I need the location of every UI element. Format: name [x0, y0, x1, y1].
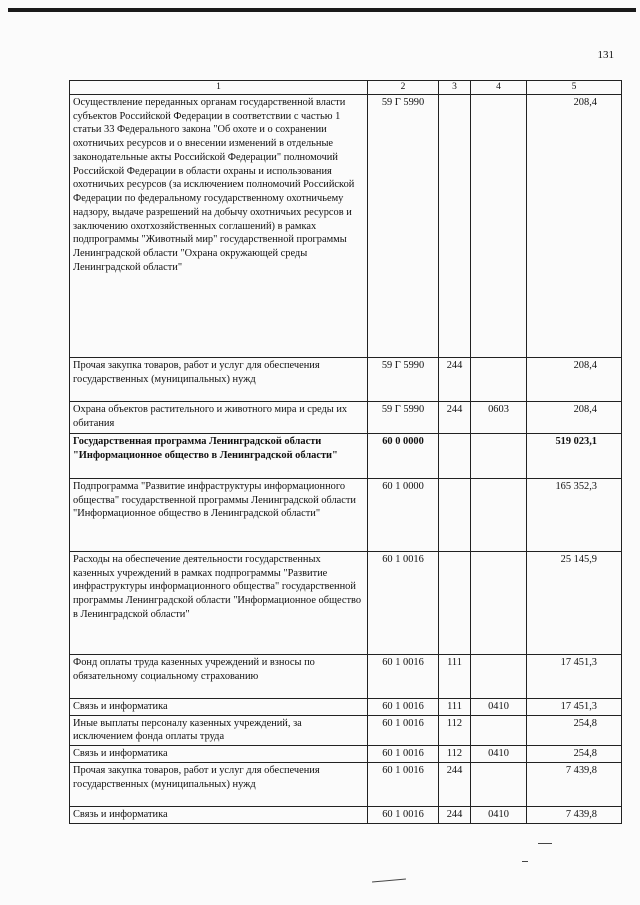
scan-edge-bar [8, 8, 636, 12]
row-code: 60 1 0016 [368, 762, 439, 806]
header-col-4: 4 [471, 81, 527, 95]
table-row [70, 762, 622, 806]
header-row [70, 81, 622, 95]
row-vr: 111 [439, 699, 471, 716]
row-rz: 0603 [471, 402, 527, 434]
budget-table [69, 80, 622, 824]
row-sum: 17 451,3 [527, 699, 622, 716]
row-code: 60 1 0000 [368, 479, 439, 552]
row-sum: 7 439,8 [527, 806, 622, 823]
scan-mark [522, 861, 528, 862]
row-name: Подпрограмма "Развитие инфраструктуры информационного общества" государственной программы Ленинградской области "Информационное общество в Ленинградской области" [70, 479, 368, 552]
scan-mark [538, 843, 552, 844]
row-vr [439, 434, 471, 479]
table-row [70, 655, 622, 699]
row-vr: 112 [439, 715, 471, 745]
table-row [70, 434, 622, 479]
row-vr: 112 [439, 746, 471, 763]
row-sum: 7 439,8 [527, 762, 622, 806]
row-vr: 244 [439, 402, 471, 434]
row-name: Иные выплаты персоналу казенных учреждений, за исключением фонда оплаты труда [70, 715, 368, 745]
row-rz [471, 358, 527, 402]
table-row [70, 402, 622, 434]
row-sum: 17 451,3 [527, 655, 622, 699]
row-sum: 165 352,3 [527, 479, 622, 552]
row-vr: 244 [439, 358, 471, 402]
row-rz [471, 479, 527, 552]
row-name: Прочая закупка товаров, работ и услуг для обеспечения государственных (муниципальных) нужд [70, 358, 368, 402]
scan-mark [372, 879, 406, 883]
row-code: 60 1 0016 [368, 806, 439, 823]
row-vr: 111 [439, 655, 471, 699]
row-name: Связь и информатика [70, 746, 368, 763]
row-rz: 0410 [471, 699, 527, 716]
row-name: Охрана объектов растительного и животного мира и среды их обитания [70, 402, 368, 434]
row-sum: 208,4 [527, 402, 622, 434]
row-name: Осуществление переданных органам государственной власти субъектов Российской Федерации в соответствии с частью 1 статьи 33 Федерального закона "Об охоте и о сохранении охотничьих ресурсов и о внесении изменений в отдельные законодательные акты Российской Федерации" полномочий Российской Федерации в области охраны и использования охотничьих ресурсов (за исключением полномочий Российской Федерации по федеральному государственному охотничьему надзору, выдаче разрешений на добычу охотничьих ресурсов и заключению охотхозяйственных соглашений) в рамках подпрограммы "Животный мир" государственной программы Ленинградской области "Охрана окружающей среды Ленинградской области" [70, 95, 368, 358]
row-vr [439, 95, 471, 358]
table-row [70, 806, 622, 823]
row-name: Связь и информатика [70, 699, 368, 716]
header-col-3: 3 [439, 81, 471, 95]
row-code: 60 1 0016 [368, 699, 439, 716]
row-rz [471, 95, 527, 358]
row-name: Расходы на обеспечение деятельности государственных казенных учреждений в рамках подпрограммы "Развитие инфраструктуры информационного общества" государственной программы Ленинградской области "Информационное общество в Ленинградской области" [70, 552, 368, 655]
table-row [70, 358, 622, 402]
row-vr [439, 479, 471, 552]
row-vr: 244 [439, 806, 471, 823]
table-row [70, 95, 622, 358]
row-name: Государственная программа Ленинградской области "Информационное общество в Ленинградской области" [70, 434, 368, 479]
table-row [70, 699, 622, 716]
row-rz [471, 552, 527, 655]
row-sum: 254,8 [527, 715, 622, 745]
table-row [70, 479, 622, 552]
header-col-5: 5 [527, 81, 622, 95]
row-code: 60 1 0016 [368, 715, 439, 745]
row-code: 60 1 0016 [368, 746, 439, 763]
row-code: 59 Г 5990 [368, 402, 439, 434]
row-code: 59 Г 5990 [368, 95, 439, 358]
table-row [70, 746, 622, 763]
row-code: 60 1 0016 [368, 655, 439, 699]
row-code: 60 0 0000 [368, 434, 439, 479]
row-vr: 244 [439, 762, 471, 806]
row-name: Фонд оплаты труда казенных учреждений и взносы по обязательному социальному страхованию [70, 655, 368, 699]
page-number: 131 [597, 49, 614, 61]
row-sum: 208,4 [527, 358, 622, 402]
row-code: 60 1 0016 [368, 552, 439, 655]
row-name: Связь и информатика [70, 806, 368, 823]
row-rz [471, 655, 527, 699]
row-rz: 0410 [471, 746, 527, 763]
header-col-2: 2 [368, 81, 439, 95]
row-sum: 254,8 [527, 746, 622, 763]
table-row [70, 552, 622, 655]
row-rz [471, 434, 527, 479]
row-sum: 208,4 [527, 95, 622, 358]
row-rz [471, 715, 527, 745]
row-vr [439, 552, 471, 655]
row-rz: 0410 [471, 806, 527, 823]
table-row [70, 715, 622, 745]
row-sum: 519 023,1 [527, 434, 622, 479]
row-sum: 25 145,9 [527, 552, 622, 655]
row-name: Прочая закупка товаров, работ и услуг для обеспечения государственных (муниципальных) нужд [70, 762, 368, 806]
row-code: 59 Г 5990 [368, 358, 439, 402]
header-col-1: 1 [70, 81, 368, 95]
row-rz [471, 762, 527, 806]
